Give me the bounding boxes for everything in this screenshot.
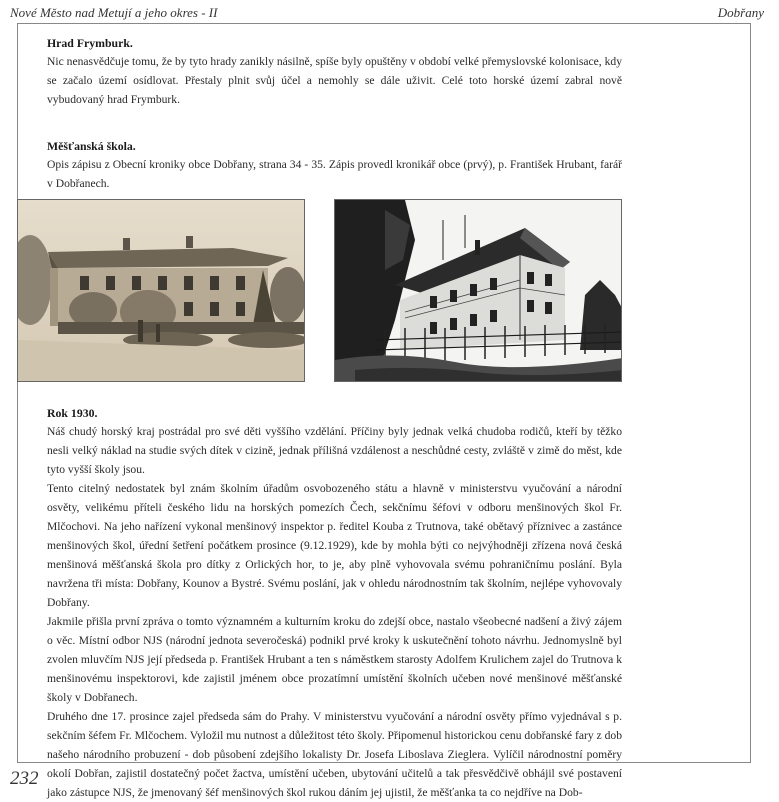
paragraph: Náš chudý horský kraj postrádal pro své děti vyššího vzdělání. Příčiny byly jednak velká chudoba rodičů, kteří by těžko nesli velký náklad na studie svých dítek v cizině, jednak přílišná vzdálenost a neschůdné cesty, zvláště v zimě do měst, kde tyto vyšší školy jsou. xyxy=(47,425,622,476)
section-hrad-frymburk xyxy=(47,34,622,109)
header-title: Nové Město nad Metují a jeho okres - II xyxy=(10,5,218,20)
school-photo-bw-image xyxy=(335,200,622,382)
section-heading: Měšťanská škola. xyxy=(47,139,136,153)
section-mestanska-skola xyxy=(47,137,622,193)
paragraph: Jakmile přišla první zpráva o tomto významném a kulturním kroku do zdejší obce, nastalo všeobecné nadšení a živý zájem o věc. Místní odbor NJS (národní jednota severočeská) podnikl prvé kroky k uskutečnění tohoto návrhu. Jednomyslně byl zvolen mluvčím NJS její předseda p. František Hrubant a ten s náměstkem starosty Adolfem Krulichem zajel do Trutnova k menšinovému inspektorovi, kde zajistil jménem obce prozatímní umístění školních učeben nové menšinové měšťanské školy v Dobřanech. xyxy=(47,615,622,704)
paragraph: Nic nenasvědčuje tomu, že by tyto hrady zanikly násilně, spíše byly opuštěny v období velké přemyslovské kolonisace, kdy se začalo území osídlovat. Přestaly plnit svůj účel a nemohly se dále uživit. Celé toto horské území zabral nově vybudovaný hrad Frymburk. xyxy=(47,55,622,106)
school-photo-sepia-image xyxy=(18,200,305,382)
header-section: Dobřany xyxy=(717,5,764,20)
paragraph: Opis zápisu z Obecní kroniky obce Dobřany, strana 34 - 35. Zápis provedl kronikář obce (prvý), p. František Hrubant, farář v Dobřanech. xyxy=(47,158,622,190)
running-header xyxy=(10,5,764,21)
page-number: 232 xyxy=(10,768,39,789)
section-heading: Hrad Frymburk. xyxy=(47,36,133,50)
school-photo-bw xyxy=(334,199,622,382)
school-photo-sepia xyxy=(17,199,305,382)
paragraph: Tento citelný nedostatek byl znám školním úřadům osvobozeného státu a hlavně v ministerstvu vyučování a národní osvěty, velikému příteli českého lidu na horských pomezích Čech, sekčnímu šéfovi v odboru menšinových škol Fr. Mlčochovi. Na jeho nařízení vykonal menšinový inspektor p. ředitel Kouba z Trutnova, také obětavý příznivec a zastánce menšinových škol, úřední šetření počátkem prosince (9.12.1929), kde by mohla býti co nejvýhodněji zřízena nová česká menšinová měšťanská škola pro dítky z Orlických hor, to je, aby plně vyhovovala svému pohraničnímu poslání. Byla navržena tři místa: Dobřany, Kounov a Bystré. Svému poslání, jak v ohledu národnostním tak školním, nejlépe vyhovovaly Dobřany. xyxy=(47,482,622,609)
paragraph: Druhého dne 17. prosince zajel předseda sám do Prahy. V ministerstvu vyučování a národní osvěty přímo vyjednával s p. sekčním šéfem Fr. Mlčochem. Vyložil mu nutnost a důležitost této školy. Připomenul historickou cenu dobřanské fary z dob našeho národního probuzení - dob působení zdejšího lokalisty Dr. Josefa Liboslava Zieglera. Vylíčil národnostní poměry okolí Dobřan, zajistil dostatečný počet žactva, umístění učeben, ubytování učitelů a tak přesvědčivě obhájil své postavení jako zástupce NJS, že jmenovaný šéf menšinových škol rukou dáním jej ujistil, že měšťanka ta co nejdříve na Dob- xyxy=(47,710,622,799)
section-heading: Rok 1930. xyxy=(47,406,98,420)
section-rok-1930 xyxy=(47,404,622,802)
